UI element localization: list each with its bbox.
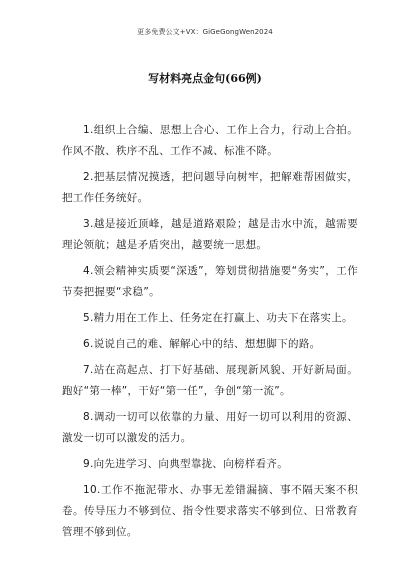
list-item: 2.把基层情况摸透，把问题导向树牢，把解难帮困做实，把工作任务统好。 [62,171,358,204]
list-item: 3.越是接近顶峰，越是道路艰险；越是击水中流，越需要理论领航；越是矛盾突出，越要统一思想。 [62,218,358,251]
item-list [62,120,358,548]
list-item: 5.精力用在工作上、任务定在打赢上、功夫下在落实上。 [83,312,353,324]
list-item: 8.调动一切可以依靠的力量、用好一切可以利用的资源、激发一切可以激发的活力。 [62,411,358,444]
list-item: 6.说说自己的难、解解心中的结、想想脚下的路。 [83,338,321,350]
list-item: 10.工作不拖泥带水、办事无差错漏摘、事不隔天案不积卷。传导压力不够到位、指令性要求落实不够到位、日常教育管理不够到位。 [62,484,358,538]
list-item: 9.向先进学习、向典型靠拢、向榜样看齐。 [83,458,289,470]
list-item: 4.领会精神实质要“深透”，筹划贯彻措施要“务实”，工作节奏把握要“求稳”。 [62,265,358,298]
list-item: 1.组织上合编、思想上合心、工作上合力，行动上合拍。作风不散、秩序不乱、工作不减、标准不降。 [62,124,358,157]
header-note: 更多免费公文+VX：GiGeGongWen2024 [137,28,273,36]
document-title: 写材料亮点金句(66例) [148,72,262,85]
list-item: 7.站在高起点、打下好基础、展现新风貌、开好新局面。跑好“第一棒”，干好“第一任”，争创“第一流”。 [62,364,358,397]
